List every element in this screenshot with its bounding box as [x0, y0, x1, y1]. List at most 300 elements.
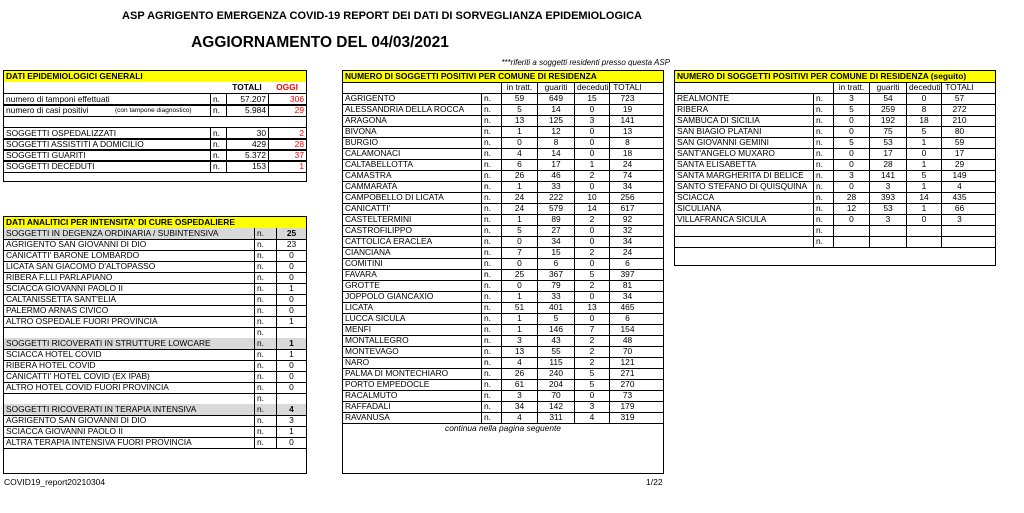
hospital-row-label: ALTRA TERAPIA INTENSIVA FUORI PROVINCIA	[6, 437, 192, 447]
comune-deceduti: 18	[906, 115, 941, 126]
residents-note: ***riferiti a soggetti residenti presso questa ASP	[501, 58, 670, 67]
unit-label: n.	[254, 327, 276, 338]
unit-label: n.	[481, 379, 501, 390]
unit-label: n.	[481, 236, 501, 247]
general-row-label: SOGGETTI GUARITI	[6, 150, 86, 160]
comune-totali	[941, 225, 977, 236]
comune-guariti: 55	[537, 346, 574, 357]
comune-guariti: 367	[537, 269, 574, 280]
comune-guariti: 579	[537, 203, 574, 214]
comune-guariti: 146	[537, 324, 574, 335]
comune-deceduti: 0	[574, 104, 609, 115]
unit-label: n.	[254, 316, 276, 327]
general-row-oggi: 2	[268, 128, 306, 139]
comune-name: PALMA DI MONTECHIARO	[345, 368, 449, 378]
comune-in-tratt: 28	[833, 192, 869, 203]
comune-in-tratt	[833, 236, 869, 247]
comune-name: SAN GIOVANNI GEMINI	[677, 137, 769, 147]
comune-name: VILLAFRANCA SICULA	[677, 214, 767, 224]
unit-label: n.	[254, 426, 276, 437]
report-id: COVID19_report20210304	[4, 477, 106, 487]
hospital-row-label: SCIACCA HOTEL COVID	[6, 349, 102, 359]
comune-totali: 59	[941, 137, 977, 148]
comune-in-tratt: 1	[501, 126, 537, 137]
hospital-row-label: PALERMO ARNAS CIVICO	[6, 305, 109, 315]
hospital-row-label: SCIACCA GIOVANNI PAOLO II	[6, 283, 123, 293]
comune-totali: 141	[609, 115, 645, 126]
hospital-row-value: 23	[276, 239, 306, 250]
unit-label: n.	[481, 225, 501, 236]
hospital-group-label: SOGGETTI IN DEGENZA ORDINARIA / SUBINTENSIVA	[6, 228, 219, 238]
comune-in-tratt: 7	[501, 247, 537, 258]
comune-guariti: 8	[537, 137, 574, 148]
hospital-row	[4, 437, 306, 449]
comune-deceduti: 0	[574, 181, 609, 192]
general-row-oggi: 28	[268, 139, 306, 150]
comune-name: RIBERA	[677, 104, 709, 114]
comune-totali: 271	[609, 368, 645, 379]
comune-name: REALMONTE	[677, 93, 730, 103]
hospital-row-label	[4, 393, 254, 404]
comune-deceduti: 2	[574, 280, 609, 291]
comune-deceduti: 0	[574, 313, 609, 324]
comune-deceduti: 0	[574, 225, 609, 236]
comune-totali: 154	[609, 324, 645, 335]
comune-guariti: 401	[537, 302, 574, 313]
comune-guariti: 142	[537, 401, 574, 412]
unit-label: n.	[813, 115, 833, 126]
comune-name: RAVANUSA	[345, 412, 390, 422]
unit-label: n.	[254, 360, 276, 371]
comune-deceduti: 0	[574, 236, 609, 247]
general-row-label: SOGGETTI ASSISTITI A DOMICILIO	[6, 139, 144, 149]
comune-guariti: 240	[537, 368, 574, 379]
comune-guariti	[869, 225, 906, 236]
comune-totali: 17	[941, 148, 977, 159]
general-row	[4, 104, 306, 117]
comune-guariti: 12	[537, 126, 574, 137]
comune-totali: 29	[941, 159, 977, 170]
hospital-row-label: CANICATTI' BARONE LOMBARDO	[6, 250, 140, 260]
comune-name: MONTEVAGO	[345, 346, 399, 356]
comune-in-tratt: 0	[833, 159, 869, 170]
comune-totali: 256	[609, 192, 645, 203]
unit-label: n.	[813, 225, 833, 236]
comune-deceduti: 5	[906, 170, 941, 181]
comune-deceduti: 0	[906, 148, 941, 159]
comune-in-tratt: 1	[501, 291, 537, 302]
comune-deceduti: 3	[574, 401, 609, 412]
comune-in-tratt: 3	[833, 170, 869, 181]
unit-label: n.	[210, 105, 226, 116]
hospital-row-label: RIBERA F.LLI PARLAPIANO	[6, 272, 113, 282]
unit-label: n.	[481, 357, 501, 368]
comune-name: CAMPOBELLO DI LICATA	[345, 192, 444, 202]
comune-deceduti: 10	[574, 192, 609, 203]
comune-deceduti	[906, 225, 941, 236]
unit-label: n.	[254, 382, 276, 393]
unit-label: n.	[481, 258, 501, 269]
unit-label: n.	[481, 247, 501, 258]
comune-in-tratt: 5	[833, 137, 869, 148]
comune-deceduti: 5	[574, 269, 609, 280]
comune-deceduti: 1	[906, 137, 941, 148]
comune-guariti: 141	[869, 170, 906, 181]
comune-totali: 48	[609, 335, 645, 346]
general-row-totali: 30	[226, 128, 268, 139]
unit-label: n.	[481, 412, 501, 423]
unit-label: n.	[481, 93, 501, 104]
unit-label: n.	[813, 137, 833, 148]
comune-guariti: 43	[537, 335, 574, 346]
hospital-row-value: 1	[276, 426, 306, 437]
col-guariti: guariti	[537, 82, 574, 93]
comune-deceduti: 0	[574, 291, 609, 302]
comune-guariti: 34	[537, 236, 574, 247]
comune-name: SICULIANA	[677, 203, 722, 213]
general-col-header	[4, 82, 306, 93]
hospital-row-value: 1	[276, 283, 306, 294]
col-oggi: OGGI	[276, 82, 298, 92]
col-totali: TOTALI	[232, 82, 262, 92]
comune-deceduti: 14	[574, 203, 609, 214]
unit-label: n.	[254, 404, 276, 415]
comune-in-tratt: 5	[833, 104, 869, 115]
comune-in-tratt: 1	[501, 214, 537, 225]
comune-in-tratt: 25	[501, 269, 537, 280]
general-row-oggi: 37	[268, 150, 306, 161]
hospital-row-value: 1	[276, 349, 306, 360]
comune-deceduti: 5	[574, 379, 609, 390]
comune-name: AGRIGENTO	[345, 93, 396, 103]
comune-guariti: 393	[869, 192, 906, 203]
hospital-row-label: ALTRO OSPEDALE FUORI PROVINCIA	[6, 316, 158, 326]
hospital-row-label: CALTANISSETTA SANT'ELIA	[6, 294, 117, 304]
comune-name: CALTABELLOTTA	[345, 159, 413, 169]
comune-name: LUCCA SICULA	[345, 313, 406, 323]
comune-in-tratt: 0	[501, 280, 537, 291]
comune-deceduti: 1	[906, 181, 941, 192]
comune-totali: 6	[609, 258, 645, 269]
hospital-row-label: AGRIGENTO SAN GIOVANNI DI DIO	[6, 239, 147, 249]
unit-label: n.	[481, 280, 501, 291]
hospital-group-label: SOGGETTI RICOVERATI IN STRUTTURE LOWCARE	[6, 338, 211, 348]
unit-label: n.	[481, 214, 501, 225]
comune-guariti: 204	[537, 379, 574, 390]
comune-name: PORTO EMPEDOCLE	[345, 379, 430, 389]
general-row-label: numero di casi positivi	[6, 105, 89, 115]
unit-label: n.	[254, 349, 276, 360]
comune-totali: 272	[941, 104, 977, 115]
col-intratt: in tratt.	[833, 82, 869, 93]
unit-label: n.	[481, 148, 501, 159]
comune-name: MENFI	[345, 324, 372, 334]
hospital-row-value: 3	[276, 415, 306, 426]
comune-name: ALESSANDRIA DELLA ROCCA	[345, 104, 465, 114]
hospital-group-value: 25	[276, 228, 306, 239]
comune-name: BIVONA	[345, 126, 377, 136]
col-totali: TOTALI	[609, 82, 645, 93]
comune-totali: 34	[609, 236, 645, 247]
comune-guariti: 14	[537, 104, 574, 115]
comune-deceduti: 15	[574, 93, 609, 104]
unit-label: n.	[210, 139, 226, 150]
hospital-row-label: AGRIGENTO SAN GIOVANNI DI DIO	[6, 415, 147, 425]
comune-totali: 57	[941, 93, 977, 104]
comune-in-tratt: 1	[501, 181, 537, 192]
hospital-row-label: LICATA SAN GIACOMO D'ALTOPASSO	[6, 261, 156, 271]
unit-label: n.	[254, 437, 276, 448]
hospital-row-value	[276, 327, 306, 338]
comune-in-tratt: 13	[501, 115, 537, 126]
general-row-totali: 57.207	[226, 94, 268, 105]
comune-name: LICATA	[345, 302, 374, 312]
general-row	[4, 160, 306, 173]
comune-name: SANTA ELISABETTA	[677, 159, 757, 169]
comune-guariti: 259	[869, 104, 906, 115]
comune-name: ARAGONA	[345, 115, 387, 125]
unit-label: n.	[813, 203, 833, 214]
comune-name: BURGIO	[345, 137, 379, 147]
comune-totali: 397	[609, 269, 645, 280]
unit-label: n.	[481, 104, 501, 115]
comune-totali: 24	[609, 247, 645, 258]
comune-in-tratt: 24	[501, 192, 537, 203]
unit-label: n.	[481, 269, 501, 280]
comune-name: RACALMUTO	[345, 390, 398, 400]
comune-totali: 4	[941, 181, 977, 192]
comune-name: SAMBUCA DI SICILIA	[677, 115, 760, 125]
comuni1-title: NUMERO DI SOGGETTI POSITIVI PER COMUNE DI RESIDENZA	[345, 71, 597, 81]
continue-row	[343, 423, 663, 434]
unit-label: n.	[481, 181, 501, 192]
comune-in-tratt: 51	[501, 302, 537, 313]
comune-in-tratt: 0	[501, 236, 537, 247]
unit-label: n.	[481, 368, 501, 379]
col-deceduti: deceduti	[906, 82, 941, 93]
comune-in-tratt: 24	[501, 203, 537, 214]
comune-deceduti: 0	[574, 390, 609, 401]
hospital-row-value: 0	[276, 371, 306, 382]
comune-name: SCIACCA	[677, 192, 715, 202]
general-row-totali: 429	[226, 139, 268, 150]
comune-in-tratt: 26	[501, 170, 537, 181]
comune-totali: 723	[609, 93, 645, 104]
comune-deceduti: 1	[906, 203, 941, 214]
comune-totali: 617	[609, 203, 645, 214]
comune-deceduti: 2	[574, 247, 609, 258]
comune-totali: 34	[609, 291, 645, 302]
comune-in-tratt: 3	[501, 390, 537, 401]
comune-guariti: 27	[537, 225, 574, 236]
hospital-title: DATI ANALITICI PER INTENSITA' DI CURE OSPEDALIERE	[6, 217, 235, 227]
unit-label: n.	[813, 214, 833, 225]
hospital-group-value: 1	[276, 338, 306, 349]
comune-guariti	[869, 236, 906, 247]
comune-name: CAMMARATA	[345, 181, 398, 191]
comune-totali: 3	[941, 214, 977, 225]
comune-in-tratt: 13	[501, 346, 537, 357]
hospital-row-label: RIBERA HOTEL COVID	[6, 360, 96, 370]
comune-deceduti: 0	[574, 258, 609, 269]
comune-guariti: 53	[869, 203, 906, 214]
comune-in-tratt: 0	[833, 148, 869, 159]
comune-totali: 32	[609, 225, 645, 236]
unit-label: n.	[481, 401, 501, 412]
comune-deceduti: 0	[574, 137, 609, 148]
hospital-row-value: 1	[276, 316, 306, 327]
comune-guariti: 115	[537, 357, 574, 368]
comune-guariti: 5	[537, 313, 574, 324]
unit-label: n.	[210, 161, 226, 172]
hospital-row-value: 0	[276, 305, 306, 316]
comune-in-tratt: 0	[501, 137, 537, 148]
unit-label: n.	[481, 137, 501, 148]
comune-deceduti: 2	[574, 335, 609, 346]
comune-deceduti: 2	[574, 170, 609, 181]
comune-totali: 6	[609, 313, 645, 324]
comune-in-tratt	[833, 225, 869, 236]
comune-in-tratt: 5	[501, 225, 537, 236]
unit-label: n.	[481, 313, 501, 324]
comune-name: CALAMONACI	[345, 148, 401, 158]
comune-name: SANT'ANGELO MUXARO	[677, 148, 775, 158]
comune-deceduti: 4	[574, 412, 609, 423]
unit-label: n.	[481, 390, 501, 401]
comune-name: CATTOLICA ERACLEA	[345, 236, 433, 246]
unit-label: n.	[254, 338, 276, 349]
comune-totali: 210	[941, 115, 977, 126]
comune-in-tratt: 1	[501, 324, 537, 335]
comune-name: JOPPOLO GIANCAXIO	[345, 291, 434, 301]
general-row-totali: 5.372	[226, 150, 268, 161]
col-totali: TOTALI	[941, 82, 977, 93]
unit-label: n.	[254, 261, 276, 272]
comune-deceduti: 1	[906, 159, 941, 170]
comune-guariti: 3	[869, 214, 906, 225]
hospital-row-value: 0	[276, 294, 306, 305]
page-number: 1/22	[646, 477, 663, 487]
unit-label: n.	[254, 228, 276, 239]
comune-totali: 435	[941, 192, 977, 203]
comune-totali: 149	[941, 170, 977, 181]
comune-deceduti: 0	[906, 93, 941, 104]
unit-label: n.	[481, 346, 501, 357]
report-header-line: ASP AGRIGENTO EMERGENZA COVID-19 REPORT DEI DATI DI SORVEGLIANZA EPIDEMIOLOGICA	[122, 10, 642, 22]
comune-guariti: 3	[869, 181, 906, 192]
hospital-row-value	[276, 393, 306, 404]
unit-label: n.	[210, 94, 226, 105]
comune-totali: 179	[609, 401, 645, 412]
comune-guariti: 70	[537, 390, 574, 401]
comune-deceduti: 0	[906, 214, 941, 225]
comune-guariti: 192	[869, 115, 906, 126]
comune-name: SANTO STEFANO DI QUISQUINA	[677, 181, 808, 191]
comune-in-tratt: 5	[501, 104, 537, 115]
comune-in-tratt: 3	[833, 93, 869, 104]
unit-label: n.	[813, 104, 833, 115]
col-deceduti: deceduti	[574, 82, 609, 93]
comune-totali: 319	[609, 412, 645, 423]
hospital-row-value: 0	[276, 261, 306, 272]
comune-guariti: 46	[537, 170, 574, 181]
hospital-group-label: SOGGETTI RICOVERATI IN TERAPIA INTENSIVA	[6, 404, 197, 414]
unit-label: n.	[813, 159, 833, 170]
comune-totali: 18	[609, 148, 645, 159]
comune-in-tratt: 4	[501, 148, 537, 159]
comune-guariti: 17	[537, 159, 574, 170]
col-guariti: guariti	[869, 82, 906, 93]
general-row-oggi: 29	[268, 105, 306, 116]
continue-note: continua nella pagina seguente	[445, 423, 561, 433]
comune-in-tratt: 61	[501, 379, 537, 390]
comune-name: CAMASTRA	[345, 170, 392, 180]
hospital-row-value: 0	[276, 272, 306, 283]
comune-totali: 70	[609, 346, 645, 357]
hospital-row-label: SCIACCA GIOVANNI PAOLO II	[6, 426, 123, 436]
general-title: DATI EPIDEMIOLOGICI GENERALI	[6, 71, 143, 81]
unit-label: n.	[210, 128, 226, 139]
general-title-row	[4, 71, 306, 82]
comune-guariti: 75	[869, 126, 906, 137]
hospital-row-label: ALTRO HOTEL COVID FUORI PROVINCIA	[6, 382, 169, 392]
comune-totali: 24	[609, 159, 645, 170]
comuni2-title: NUMERO DI SOGGETTI POSITIVI PER COMUNE DI RESIDENZA (seguito)	[677, 71, 967, 81]
unit-label: n.	[813, 170, 833, 181]
comune-in-tratt: 26	[501, 368, 537, 379]
comune-guariti: 6	[537, 258, 574, 269]
comune-name: CASTELTERMINI	[345, 214, 412, 224]
comune-totali: 80	[941, 126, 977, 137]
unit-label: n.	[254, 415, 276, 426]
unit-label: n.	[813, 192, 833, 203]
update-title: AGGIORNAMENTO DEL 04/03/2021	[191, 34, 449, 51]
general-data-table	[3, 70, 307, 182]
comune-guariti: 53	[869, 137, 906, 148]
general-row-label: SOGGETTI OSPEDALIZZATI	[6, 128, 117, 138]
comune-row	[675, 236, 995, 248]
unit-label: n.	[254, 294, 276, 305]
unit-label: n.	[481, 159, 501, 170]
comune-name: COMITINI	[345, 258, 383, 268]
unit-label: n.	[481, 192, 501, 203]
comune-guariti: 89	[537, 214, 574, 225]
comune-deceduti: 2	[574, 357, 609, 368]
unit-label: n.	[813, 236, 833, 247]
general-row-totali: 5.984	[226, 105, 268, 116]
general-row-label: numero di tamponi effettuati	[6, 94, 110, 104]
unit-label: n.	[481, 203, 501, 214]
comune-name: CIANCIANA	[345, 247, 391, 257]
comune-guariti: 33	[537, 181, 574, 192]
comune-totali: 8	[609, 137, 645, 148]
comune-totali: 74	[609, 170, 645, 181]
unit-label: n.	[813, 126, 833, 137]
comune-deceduti: 1	[574, 159, 609, 170]
comune-guariti: 79	[537, 280, 574, 291]
comune-totali	[941, 236, 977, 247]
unit-label: n.	[254, 305, 276, 316]
col-intratt: in tratt.	[501, 82, 537, 93]
comune-totali: 92	[609, 214, 645, 225]
comune-guariti: 222	[537, 192, 574, 203]
hospital-data-table	[3, 216, 307, 474]
comune-deceduti: 2	[574, 346, 609, 357]
comune-deceduti: 2	[574, 214, 609, 225]
comune-deceduti	[906, 236, 941, 247]
hospital-row-label	[4, 327, 254, 338]
comune-guariti: 17	[869, 148, 906, 159]
